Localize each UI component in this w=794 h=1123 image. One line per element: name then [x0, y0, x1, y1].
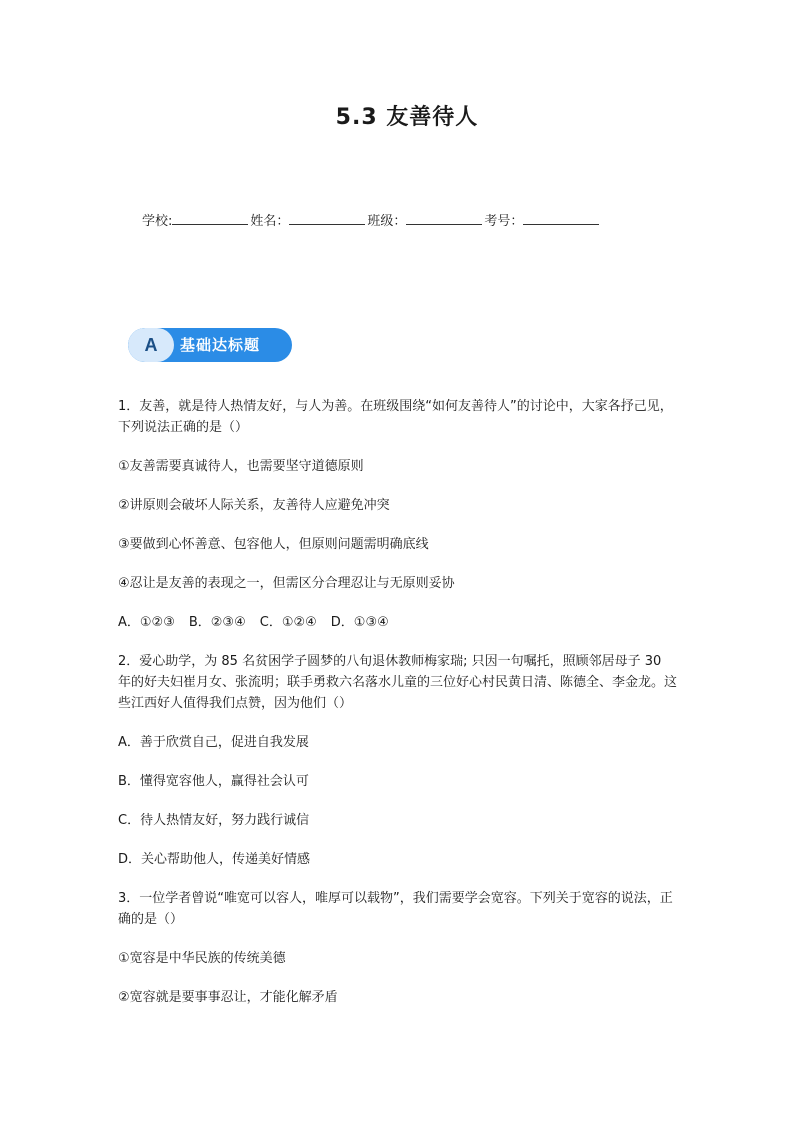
school-label: 学校: — [142, 214, 173, 229]
class-label: 班级： — [367, 214, 407, 229]
student-info-line — [142, 210, 601, 229]
exam-no-blank — [523, 212, 599, 225]
school-blank — [172, 212, 248, 225]
question-list — [118, 396, 678, 1026]
question-statement: ④忍让是友善的表现之一，但需区分合理忍让与无原则妥协 — [118, 576, 455, 591]
option-b: B．②③④ — [188, 615, 246, 630]
question-options — [118, 612, 678, 633]
page-title: 5.3 友善待人 — [335, 105, 479, 130]
name-label: 姓名： — [250, 214, 290, 229]
question-stem: 2．爱心助学，为 85 名贫困学子圆梦的八旬退休教师梅家瑞; 只因一句嘱托，照顾邻居母子 30 年的好夫妇崔月女、张流明；联手勇救六名落水儿童的三位好心村民黄日清、陈德全、李金龙。这些江西好人值得我们点赞，因为他们（） — [118, 654, 678, 711]
class-blank — [406, 212, 482, 225]
option-b: B．懂得宽容他人，赢得社会认可 — [118, 774, 309, 789]
question-statement: ③要做到心怀善意、包容他人，但原则问题需明确底线 — [118, 537, 429, 552]
option-d: D．关心帮助他人，传递美好情感 — [118, 852, 311, 867]
section-label: 基础达标题 — [180, 336, 261, 354]
question-statement: ①友善需要真诚待人，也需要坚守道德原则 — [118, 459, 364, 474]
name-blank — [289, 212, 365, 225]
option-a: A．善于欣赏自己，促进自我发展 — [118, 735, 309, 750]
option-a: A．①②③ — [118, 615, 175, 630]
question-statement: ①宽容是中华民族的传统美德 — [118, 951, 286, 966]
option-c: C．①②④ — [259, 615, 317, 630]
section-letter: A — [128, 328, 174, 362]
section-badge — [128, 328, 292, 362]
question-stem: 3．一位学者曾说“唯宽可以容人，唯厚可以载物”，我们需要学会宽容。下列关于宽容的说法，正确的是（） — [118, 891, 673, 927]
question-stem: 1．友善，就是待人热情友好，与人为善。在班级围绕“如何友善待人”的讨论中，大家各抒己见，下列说法正确的是（） — [118, 399, 673, 435]
exam-no-label: 考号： — [484, 214, 524, 229]
question-statement: ②宽容就是要事事忍让，才能化解矛盾 — [118, 990, 338, 1005]
question-statement: ②讲原则会破坏人际关系，友善待人应避免冲突 — [118, 498, 390, 513]
option-c: C．待人热情友好，努力践行诚信 — [118, 813, 310, 828]
option-d: D．①③④ — [330, 615, 389, 630]
